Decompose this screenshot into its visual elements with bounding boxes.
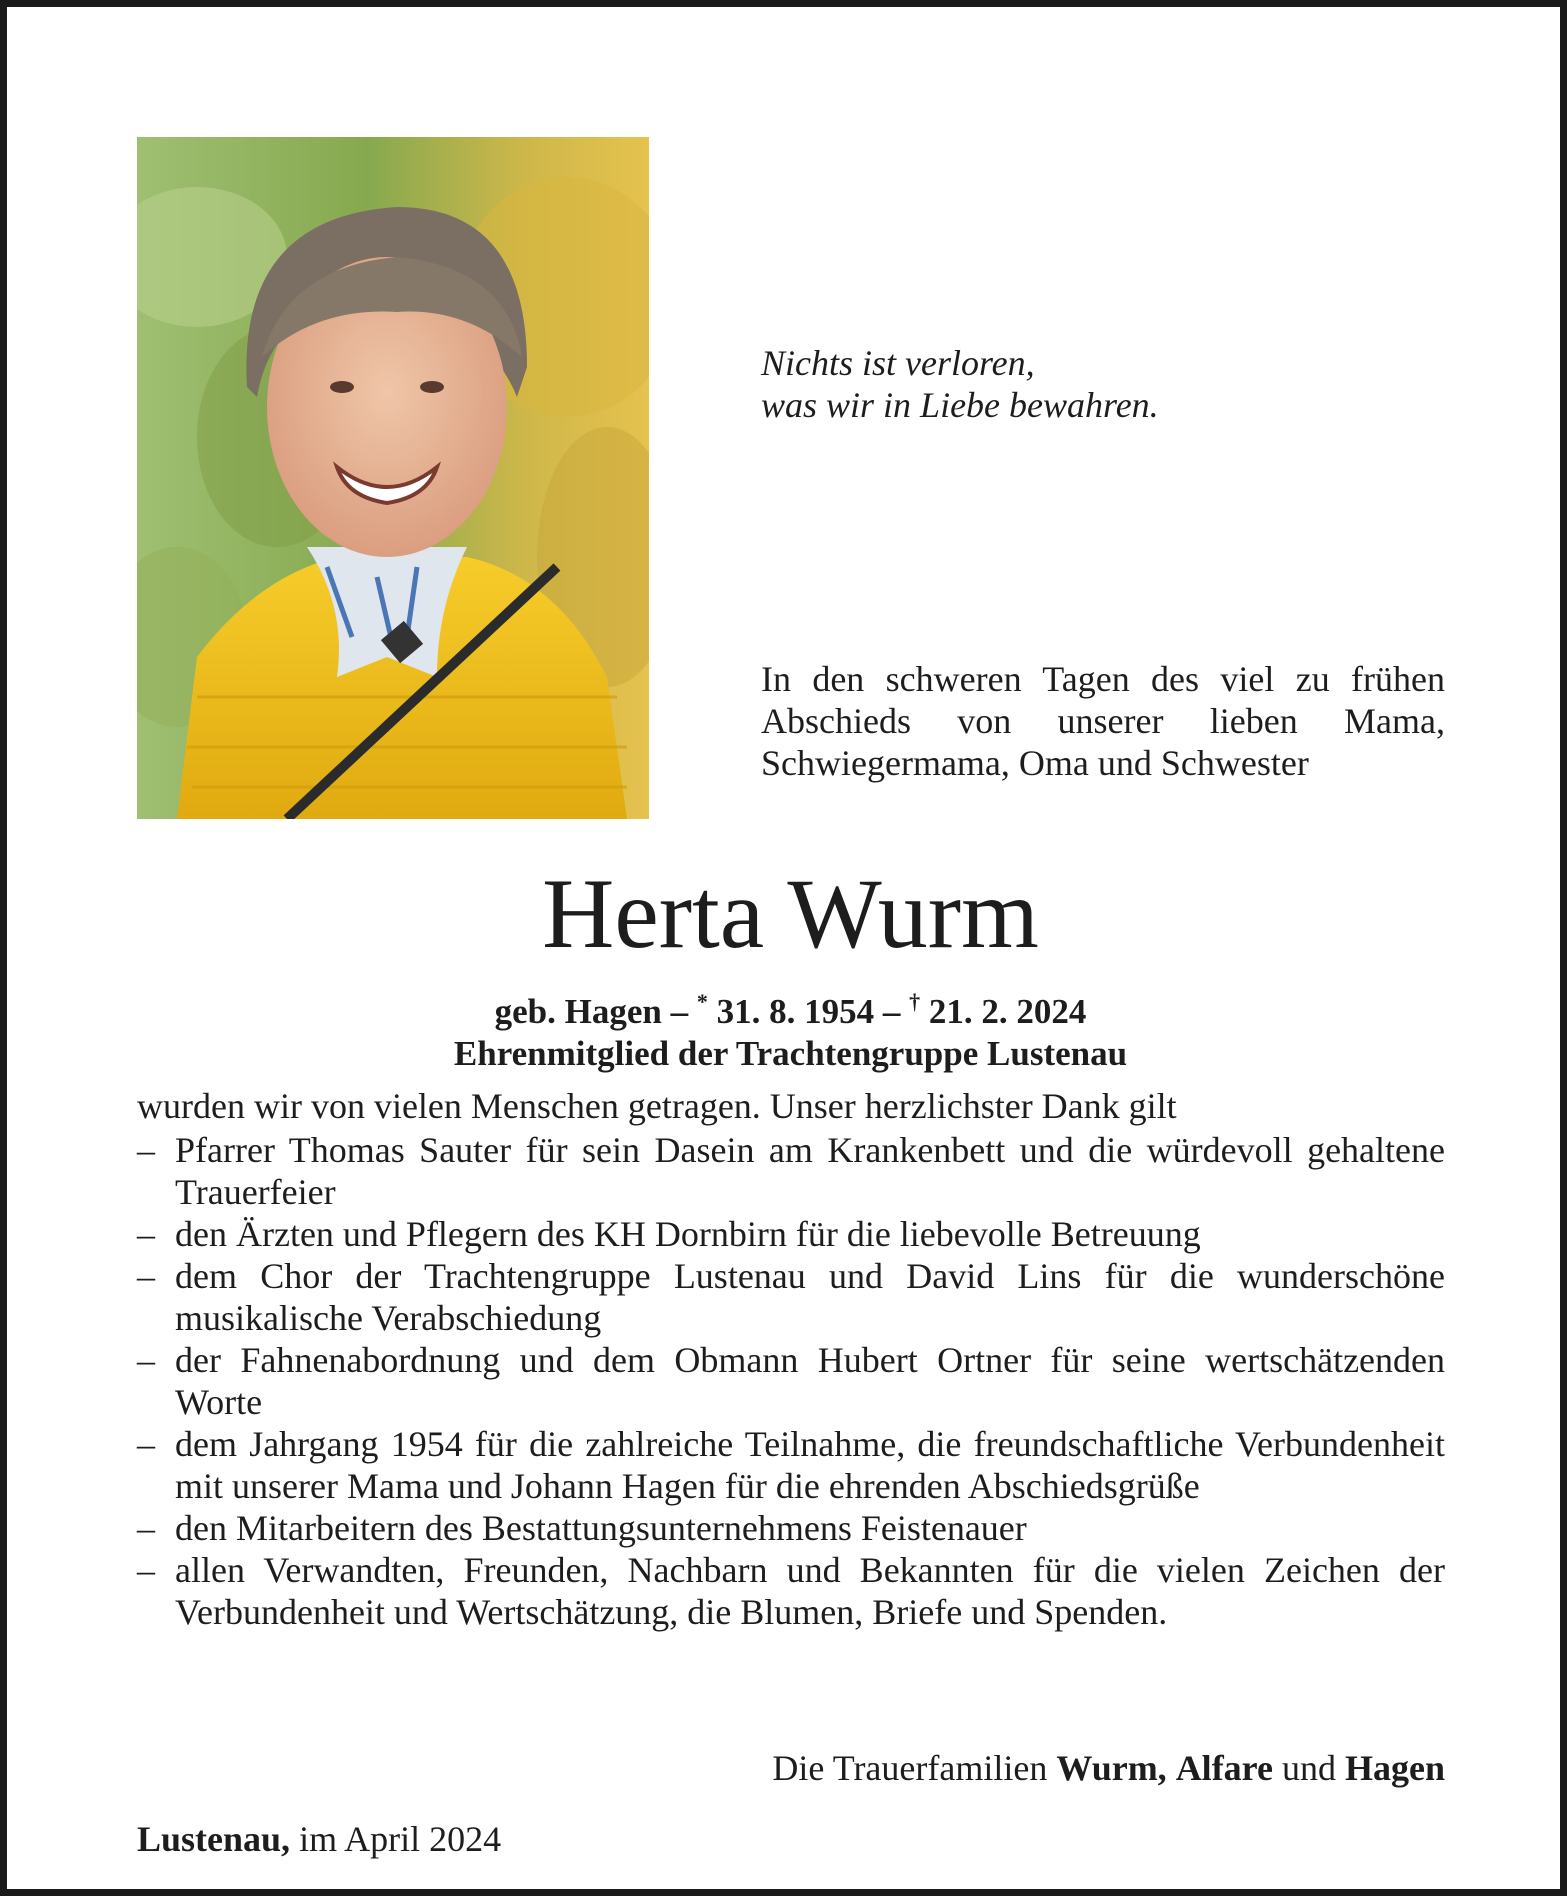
birth-date: 31. 8. 1954 xyxy=(716,992,875,1031)
portrait-photo xyxy=(137,137,649,819)
thanks-item: – allen Verwandten, Freunden, Nachbarn und Bekannten für die vielen Zeichen der Verbundenheit und Wertschätzung, die Blumen, Briefe und Spenden. xyxy=(137,1549,1445,1633)
portrait-image xyxy=(137,137,649,819)
place-date xyxy=(137,1818,1137,1860)
birth-name: geb. Hagen xyxy=(494,992,662,1031)
thanks-item: – dem Chor der Trachtengruppe Lustenau und David Lins für die wunderschöne musikalische Verabschiedung xyxy=(137,1255,1445,1339)
quote-line-1: Nichts ist verloren, xyxy=(761,343,1035,383)
family-signature xyxy=(137,1747,1445,1789)
death-symbol: † xyxy=(909,989,921,1014)
signature-connector: und xyxy=(1281,1748,1336,1788)
quote-line-2: was wir in Liebe bewahren. xyxy=(761,385,1159,425)
honor-line: Ehrenmitglied der Trachtengruppe Lustenau xyxy=(453,1034,1128,1073)
deceased-name: Herta Wurm xyxy=(542,858,1039,969)
place-name: Lustenau, xyxy=(137,1819,291,1859)
thanks-item: – Pfarrer Thomas Sauter für sein Dasein am Krankenbett und die würdevoll gehaltene Trauerfeier xyxy=(137,1129,1445,1213)
thanks-item: – den Mitarbeitern des Bestattungsunternehmens Feistenauer xyxy=(137,1507,1445,1549)
family-name-2: Alfare xyxy=(1175,1748,1273,1788)
birth-symbol: * xyxy=(696,989,708,1014)
memorial-quote xyxy=(761,342,1461,426)
life-dates: geb. Hagen – * 31. 8. 1954 – † 21. 2. 2024 Ehrenmitglied der Trachtengruppe Lustenau xyxy=(7,981,1567,1075)
thanks-lead: wurden wir von vielen Menschen getragen. Unser herzlichster Dank gilt xyxy=(137,1086,1177,1126)
intro-text: In den schweren Tagen des viel zu frühen Abschieds von unserer lieben Mama, Schwiegermama, Oma und Schwester xyxy=(761,659,1445,783)
thanks-item: – dem Jahrgang 1954 für die zahlreiche Teilnahme, die freundschaftliche Verbundenheit mit unserer Mama und Johann Hagen für die ehrenden Abschiedsgrüße xyxy=(137,1423,1445,1507)
thanks-section xyxy=(137,1085,1445,1633)
thanks-list xyxy=(137,1129,1445,1633)
death-date: 21. 2. 2024 xyxy=(928,992,1087,1031)
thanks-item: – den Ärzten und Pflegern des KH Dornbirn für die liebevolle Betreuung xyxy=(137,1213,1445,1255)
signature-prefix: Die Trauerfamilien xyxy=(772,1748,1048,1788)
thanks-item: – der Fahnenabordnung und dem Obmann Hubert Ortner für seine wertschätzenden Worte xyxy=(137,1339,1445,1423)
family-name-1: Wurm, xyxy=(1056,1748,1167,1788)
family-name-3: Hagen xyxy=(1344,1748,1445,1788)
date-text: im April 2024 xyxy=(299,1819,502,1859)
